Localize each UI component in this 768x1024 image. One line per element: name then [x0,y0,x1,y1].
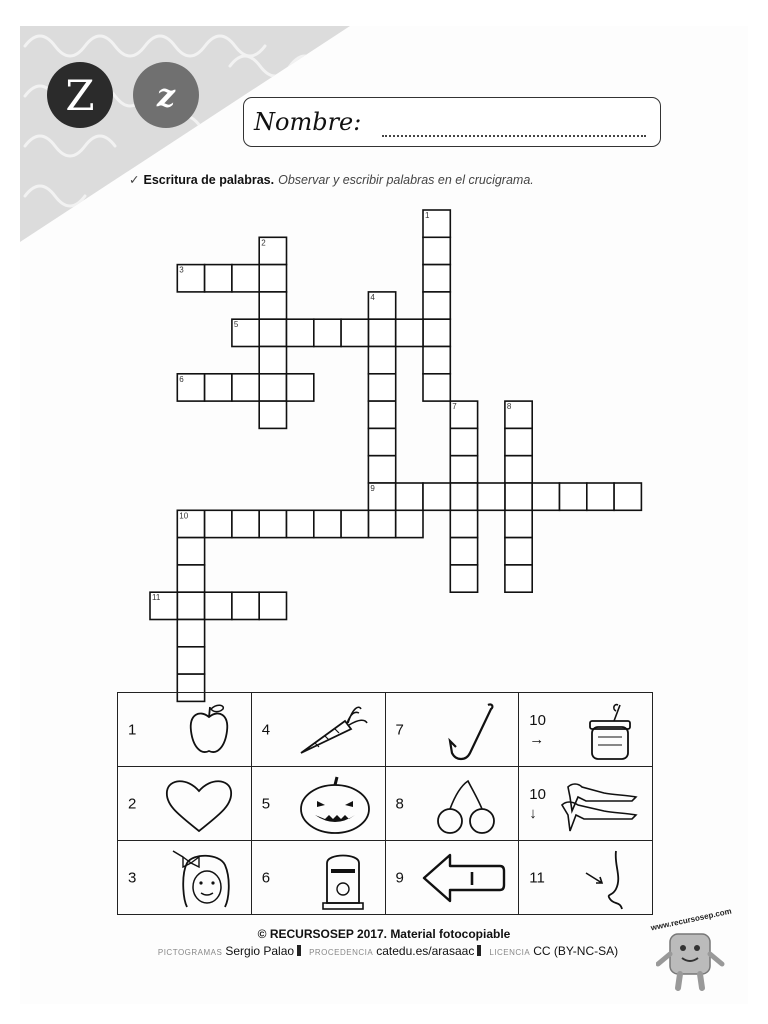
apple-icon [179,701,239,759]
clue-cell: 10 ↓ [519,767,653,841]
instruction-text: Observar y escribir palabras en el crucigrama. [278,173,534,187]
crossword-cell[interactable] [423,347,450,374]
crossword-cell[interactable] [505,510,532,537]
crossword-cell[interactable] [177,538,204,565]
jam-jar-icon [580,701,640,763]
crossword-cell[interactable] [532,483,559,510]
crossword-cell[interactable] [560,483,587,510]
crossword-cell[interactable] [287,374,314,401]
crossword-cell[interactable] [259,592,286,619]
crossword-cell[interactable] [396,319,423,346]
instruction-title: Escritura de palabras. [143,173,275,187]
clue-number: 1 [128,721,137,738]
crossword-cell[interactable] [205,374,232,401]
lowercase-letter: z [156,76,176,114]
crossword-cell[interactable] [259,292,286,319]
license-label: LICENCIA [489,948,531,957]
crossword-clue-number: 7 [452,402,457,412]
clue-cell: 4 [251,693,385,767]
crossword-cell[interactable] [314,319,341,346]
arrow-letter: I [469,869,475,889]
left-arrow-icon [420,849,506,907]
crossword-cell[interactable] [368,319,395,346]
carrot-icon [293,701,373,759]
crossword-cell[interactable] [396,510,423,537]
crossword-cell[interactable] [423,237,450,264]
source-value: catedu.es/arasaac [376,944,475,958]
mailbox-icon [313,849,373,911]
name-label: Nombre: [254,108,362,136]
crossword-clue-number: 6 [179,374,184,384]
crossword-cell[interactable] [450,483,477,510]
crossword-cell[interactable] [423,292,450,319]
clue-cell [118,693,252,767]
crossword-cell[interactable] [368,456,395,483]
check-icon: ✓ [129,173,140,187]
crossword-clue-number: 3 [179,265,184,275]
crossword-cell[interactable] [259,510,286,537]
crossword-cell[interactable] [505,428,532,455]
clue-cell: 3 [118,841,252,915]
crossword-cell[interactable] [177,565,204,592]
crossword-cell[interactable] [368,510,395,537]
credits-line [0,944,768,958]
clue-cell: 6 [251,841,385,915]
crossword-cell[interactable] [259,401,286,428]
uppercase-letter: Z [65,70,95,120]
clue-cell: 7 [385,693,519,767]
crossword-cell[interactable] [177,620,204,647]
pictograms-label: PICTOGRAMAS [157,948,223,957]
crossword-cell[interactable] [232,374,259,401]
shoes-icon [556,775,640,837]
picture-clues-table [117,692,653,915]
crossword-clue-number: 10 [179,511,189,521]
nose-icon [580,849,640,911]
crossword-cell[interactable] [259,265,286,292]
clue-cell: 10 → [519,693,653,767]
crossword-cell[interactable] [259,347,286,374]
crossword-clue-number: 9 [370,484,375,493]
crossword-cell[interactable] [505,565,532,592]
crossword-cell[interactable] [423,265,450,292]
crossword-cell[interactable] [205,510,232,537]
crossword-cell[interactable] [341,319,368,346]
crossword-clue-number: 5 [233,320,239,330]
crossword-cell[interactable] [450,456,477,483]
crossword-cell[interactable] [259,319,286,346]
mascot-logo [656,930,726,992]
crossword-cell[interactable] [614,483,641,510]
site-url: www.recursosep.com [649,906,733,933]
crossword-cell[interactable] [232,510,259,537]
crossword-cell[interactable] [177,592,204,619]
crossword-cell[interactable] [341,510,368,537]
crossword-cell[interactable] [259,374,286,401]
crossword-cell[interactable] [478,483,505,510]
crossword-cell[interactable] [505,483,532,510]
crossword-cell[interactable] [423,374,450,401]
source-label: PROCEDENCIA [309,948,374,957]
clue-cell: 11 [519,841,653,915]
crossword-cell[interactable] [287,319,314,346]
crossword-cell[interactable] [450,565,477,592]
girl-ribbon-icon [169,849,239,911]
crossword-cell[interactable] [505,456,532,483]
crossword-cell[interactable] [368,428,395,455]
crossword-cell[interactable] [205,592,232,619]
copyright-line: © RECURSOSEP 2017. Material fotocopiable [257,927,511,941]
crossword-clue-number: 1 [425,211,430,220]
crossword-cell[interactable] [287,510,314,537]
crossword-cell[interactable] [232,592,259,619]
crossword-cell[interactable] [450,538,477,565]
crossword-cell[interactable] [314,510,341,537]
clue-cell: 2 [118,767,252,841]
clue-cell: 9 I [385,841,519,915]
crossword-cell[interactable] [177,647,204,674]
crossword-cell[interactable] [368,401,395,428]
heart-icon [159,775,239,835]
crossword-clue-number: 11 [152,593,161,603]
crossword-cell[interactable] [232,265,259,292]
crossword-cell[interactable] [587,483,614,510]
crossword-cell[interactable] [396,483,423,510]
crossword-cell[interactable] [423,319,450,346]
crossword-clue-number: 4 [370,292,375,302]
fishhook-icon [426,701,506,765]
clue-cell: 5 [251,767,385,841]
cherries-icon [430,775,506,835]
pictograms-value: Sergio Palao [225,944,295,958]
crossword-cell[interactable] [368,374,395,401]
crossword-cell[interactable] [423,483,450,510]
license-value: CC (BY-NC-SA) [533,944,619,958]
crossword-clue-number: 2 [261,238,266,248]
clue-cell: 8 [385,767,519,841]
crossword-clue-number: 8 [506,402,512,412]
crossword-cell[interactable] [205,265,232,292]
crossword-cell[interactable] [505,538,532,565]
crossword-cell[interactable] [450,510,477,537]
crossword-cell[interactable] [450,428,477,455]
crossword-cell[interactable] [368,347,395,374]
pumpkin-icon [297,775,373,835]
